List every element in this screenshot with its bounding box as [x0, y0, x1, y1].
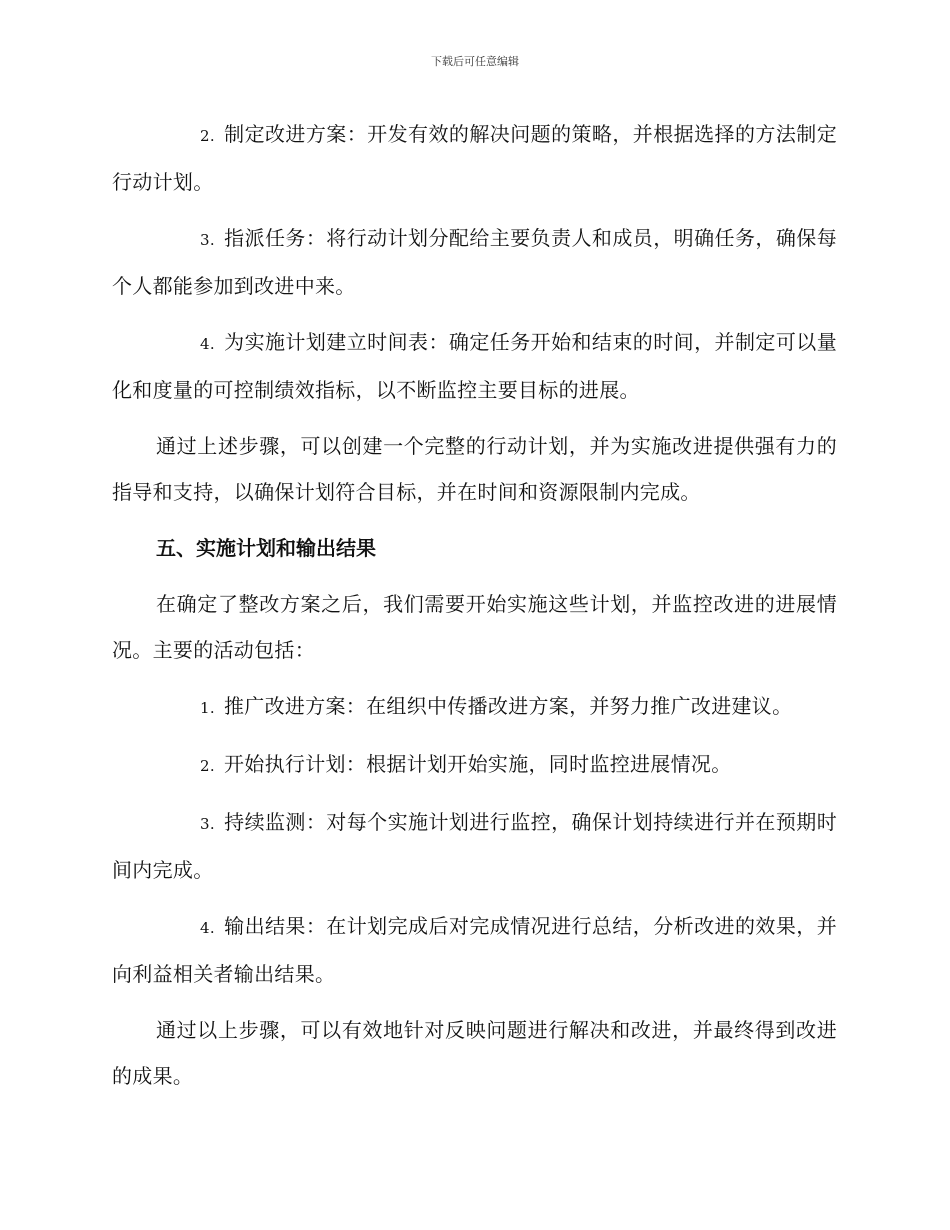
item-number: 2.	[200, 127, 215, 145]
item-number: 4.	[200, 335, 215, 353]
numbered-item	[112, 741, 837, 789]
item-text: 输出结果：在计划完成后对完成情况进行总结，分析改进的效果，并向利益相关者输出结果。	[112, 914, 837, 986]
numbered-item	[112, 799, 837, 893]
numbered-item	[112, 111, 837, 205]
numbered-item	[112, 215, 837, 309]
item-number: 3.	[200, 815, 215, 833]
numbered-item	[112, 683, 837, 731]
numbered-item	[112, 319, 837, 413]
body-paragraph: 在确定了整改方案之后，我们需要开始实施这些计划，并监控改进的进展情况。主要的活动包括：	[112, 592, 837, 662]
item-number: 2.	[200, 757, 215, 775]
item-text: 推广改进方案：在组织中传播改进方案，并努力推广改进建议。	[224, 694, 793, 718]
item-number: 1.	[200, 699, 215, 717]
item-text: 开始执行计划：根据计划开始实施，同时监控进展情况。	[224, 752, 732, 776]
item-number: 4.	[200, 919, 215, 937]
body-paragraph: 通过上述步骤，可以创建一个完整的行动计划，并为实施改进提供强有力的指导和支持，以确保计划符合目标，并在时间和资源限制内完成。	[112, 434, 837, 504]
item-text: 为实施计划建立时间表：确定任务开始和结束的时间，并制定可以量化和度量的可控制绩效指标，以不断监控主要目标的进展。	[112, 330, 837, 402]
item-text: 指派任务：将行动计划分配给主要负责人和成员，明确任务，确保每个人都能参加到改进中来。	[112, 226, 837, 298]
body-paragraph: 通过以上步骤，可以有效地针对反映问题进行解决和改进，并最终得到改进的成果。	[112, 1018, 837, 1088]
item-number: 3.	[200, 231, 215, 249]
numbered-item	[112, 903, 837, 997]
item-text: 制定改进方案：开发有效的解决问题的策略，并根据选择的方法制定行动计划。	[112, 122, 837, 194]
document-body	[112, 111, 837, 1109]
item-text: 持续监测：对每个实施计划进行监控，确保计划持续进行并在预期时间内完成。	[112, 810, 837, 882]
page-header: 下载后可任意编辑	[431, 55, 519, 68]
section-heading: 五、实施计划和输出结果	[156, 536, 376, 560]
